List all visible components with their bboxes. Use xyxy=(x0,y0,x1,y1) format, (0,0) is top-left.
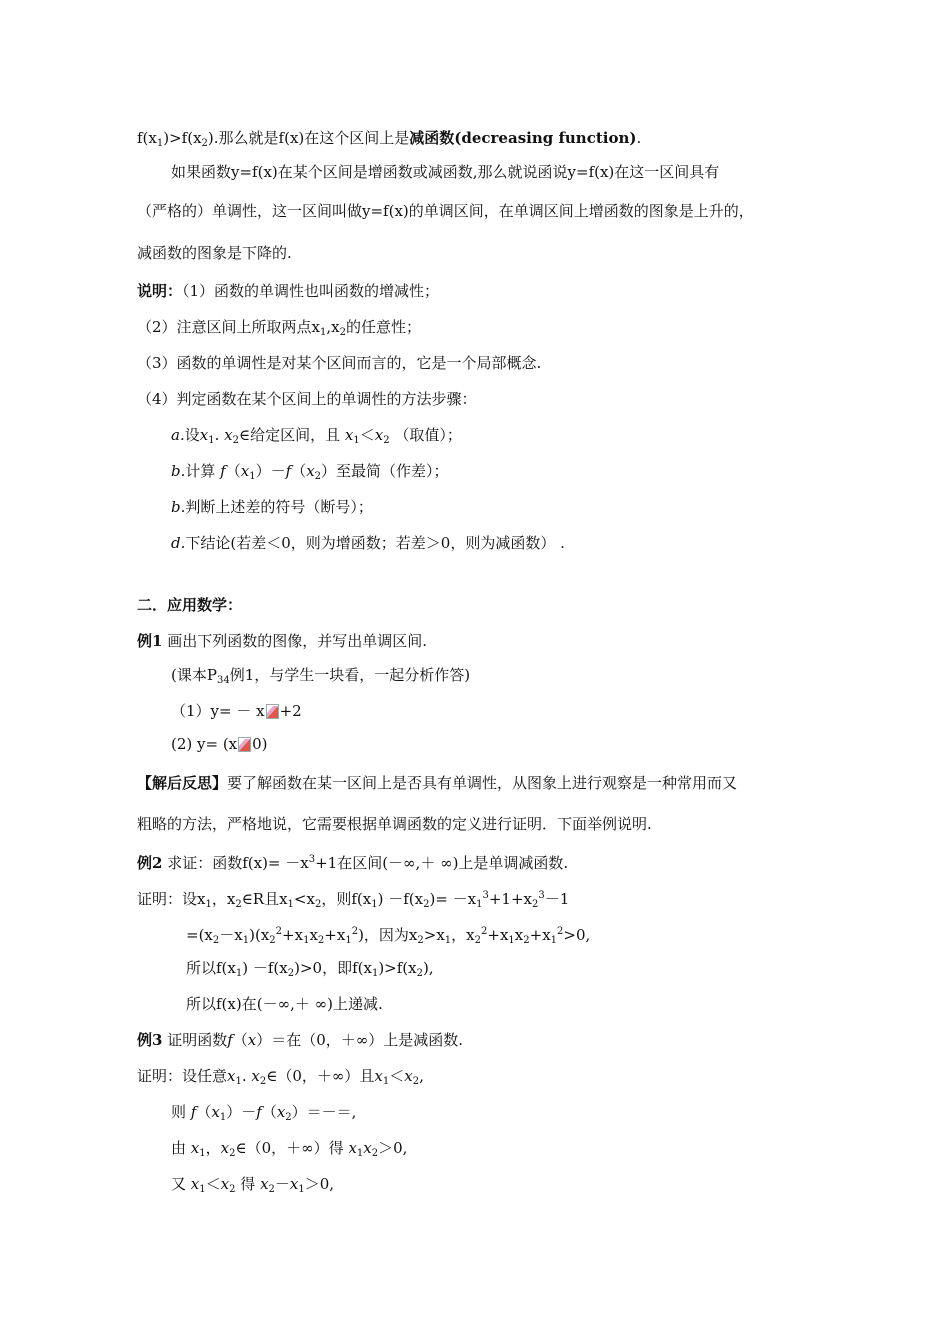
intro-paragraph-4: 减函数的图象是下降的. xyxy=(137,244,292,262)
example-3-proof-3: 由 $x_1$，$x_2\in(0$，＋∞）得 $x_1x_2>0$, xyxy=(171,1139,408,1159)
example-3-proof-2: 则 $f(x_1)-f(x_2)=-=$, xyxy=(171,1103,357,1123)
reflection-line-1: 【解后反思】要了解函数在某一区间上是否具有单调性，从图象上进行观察是一种常用而又 xyxy=(137,774,738,792)
example-1-label: 例1 xyxy=(137,632,163,650)
example-3-proof-4: 又 $x_1<x_2$ 得 $x_2-x_1>0$, xyxy=(171,1175,335,1195)
example-1-item-1: （1）y= － x +2 xyxy=(171,702,302,720)
example-2-proof-3: 所以$f(x_1) -f(x_2)>0$，即$f(x_1)>f(x_2)$, xyxy=(186,959,434,979)
section-2-heading: 二．应用数学： xyxy=(137,596,243,614)
step-a: a.设$x_1$. $x_2\in$给定区间，且 $x_1<x_2$ （取值）； xyxy=(171,426,462,446)
example-1: 例1 画出下列函数的图像，并写出单调区间. xyxy=(137,632,427,650)
example-2-label: 例2 xyxy=(137,854,163,872)
note-4: （4）判定函数在某个区间上的单调性的方法步骤： xyxy=(137,390,477,408)
example-3: 例3 证明函数f（x）＝在（0，＋∞）上是减函数. xyxy=(137,1031,464,1049)
step-c: b.判断上述差的符号（断号）； xyxy=(171,498,373,516)
note-1: 说明：（1）函数的单调性也叫函数的增减性； xyxy=(137,282,440,300)
example-2-proof-4: 所以f(x)在(－∞,＋ ∞)上递减. xyxy=(186,995,383,1013)
step-b: b.计算 $f(x_1)-f(x_2)$至最简（作差）； xyxy=(171,462,449,482)
example-2-proof-1: 证明：设$x_1$，$x_2\in R$且$x_1<x_2$，则$f(x_1) -f(x_2)= -x_1^3+1+x_2^3-1$ xyxy=(137,890,570,910)
notes-label: 说明： xyxy=(137,282,183,300)
example-2: 例2 求证：函数$f(x)= -x^3+1$在区间(－∞,＋ ∞)上是单调减函数. xyxy=(137,854,569,872)
reflection-line-2: 粗略的方法，严格地说，它需要根据单调函数的定义进行证明．下面举例说明. xyxy=(137,815,652,833)
example-3-proof-1: 证明：设任意$x_1$. $x_2\in(0$，＋∞）且$x_1<x_2$, xyxy=(137,1067,424,1087)
example-1-note: (课本$P_{34}$例1，与学生一块看，一起分析作答) xyxy=(171,666,471,686)
formula-placeholder-icon xyxy=(266,704,279,719)
decreasing-function-term: 减函数(decreasing function) xyxy=(409,129,637,147)
note-3: （3）函数的单调性是对某个区间而言的，它是一个局部概念. xyxy=(137,354,542,372)
step-d: d.下结论(若差＜0，则为增函数；若差＞0，则为减函数） . xyxy=(171,534,565,552)
intro-paragraph-2: 如果函数y=f(x)在某个区间是增函数或减函数,那么就说函说y=f(x)在这一区间具有 xyxy=(171,163,720,181)
example-2-proof-2: $=(x_2-x_1)(x_2^2+x_1x_2+x_1^2)$，因为$x_2>x_1$，$x_2^2+x_1x_2+x_1^2>0$, xyxy=(186,926,591,946)
formula-placeholder-icon xyxy=(238,737,251,752)
reflection-label: 【解后反思】 xyxy=(137,774,228,792)
example-1-item-2: (2) y= (x 0) xyxy=(171,735,268,753)
example-3-label: 例3 xyxy=(137,1031,163,1049)
intro-paragraph-3: （严格的）单调性，这一区间叫做y=f(x)的单调区间，在单调区间上增函数的图象是上升的， xyxy=(137,202,754,220)
intro-line-1: $f(x_1)>f(x_2)$.那么就是f(x)在这个区间上是减函数(decreasing function). xyxy=(137,129,642,149)
note-2: （2）注意区间上所取两点$x_1,x_2$的任意性； xyxy=(137,318,422,338)
